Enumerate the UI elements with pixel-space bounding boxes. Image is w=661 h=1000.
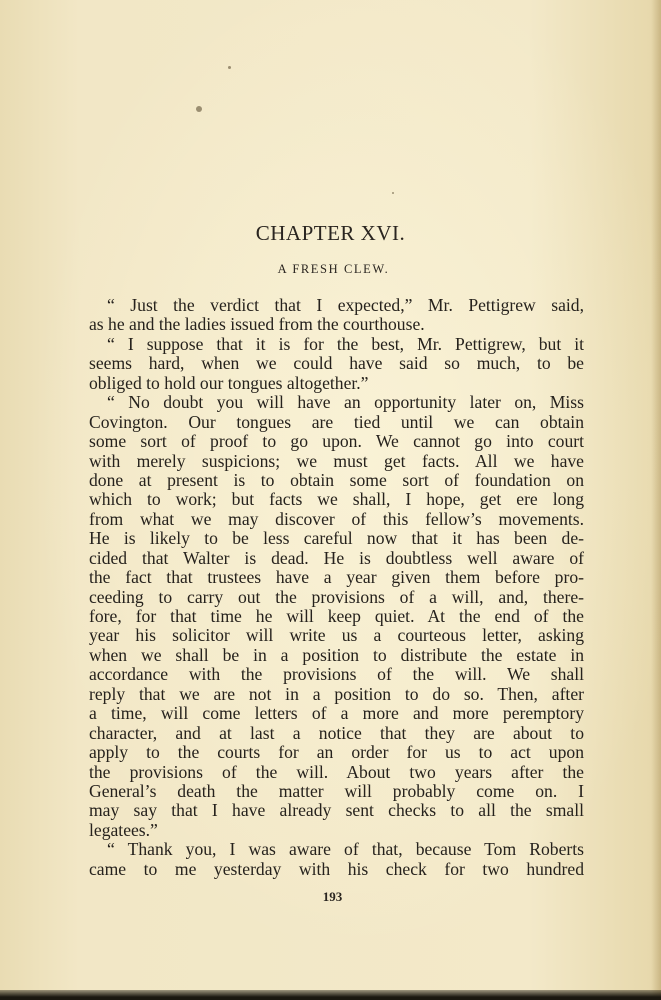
text-line: as he and the ladies issued from the courthouse. [89, 314, 425, 335]
text-line: “ No doubt you will have an opportunity later on, Miss [107, 392, 584, 413]
text-line: “ I suppose that it is for the best, Mr. Pettigrew, but it [107, 333, 584, 354]
text-line: year his solicitor will write us a courteous letter, asking [89, 625, 584, 646]
text-line: character, and at last a notice that they are about to [89, 722, 584, 743]
chapter-subtitle: A FRESH CLEW. [277, 262, 390, 276]
page-number: 193 [322, 889, 343, 904]
text-line: General’s death the matter will probably come on. I [89, 780, 584, 801]
text-line: “ Just the verdict that I expected,” Mr. Pettigrew said, [107, 295, 584, 315]
ink-speck [228, 66, 231, 69]
ink-speck [196, 106, 202, 112]
text-line: seems hard, when we could have said so much, to be [89, 353, 584, 374]
text-line: a time, will come letters of a more and more peremptory [89, 703, 584, 724]
page-edge-shadow [651, 0, 661, 1000]
body-text [89, 296, 584, 879]
text-line: may say that I have already sent checks to all the small [89, 800, 584, 821]
text-line: from what we may discover of this fellow’s movements. [89, 508, 584, 529]
text-line: accordance with the provisions of the will. We shall [89, 664, 584, 685]
text-line: obliged to hold our tongues altogether.” [89, 372, 369, 393]
text-line: apply to the courts for an order for us to act upon [89, 742, 584, 763]
text-line: “ Thank you, I was aware of that, because Tom Roberts [107, 839, 584, 860]
text-line: some sort of proof to go upon. We cannot go into court [89, 431, 584, 452]
text-line: reply that we are not in a position to do so. Then, after [89, 683, 584, 704]
text-line: cided that Walter is dead. He is doubtless well aware of [89, 547, 584, 568]
text-line: with merely suspicions; we must get facts. All we have [89, 450, 584, 471]
text-line: the provisions of the will. About two years after the [89, 761, 584, 782]
text-line: when we shall be in a position to distribute the estate in [89, 644, 584, 665]
text-line: legatees.” [89, 819, 158, 840]
ink-speck [392, 192, 394, 194]
text-line: He is likely to be less careful now that it has been de- [89, 528, 584, 549]
text-line: came to me yesterday with his check for two hundred [89, 858, 584, 879]
page-bottom-shadow [0, 990, 661, 1000]
text-line: done at present is to obtain some sort of foundation on [89, 469, 584, 490]
text-line: ceeding to carry out the provisions of a will, and, there- [89, 586, 584, 607]
text-line: Covington. Our tongues are tied until we can obtain [89, 411, 584, 432]
text-line: which to work; but facts we shall, I hope, get ere long [89, 489, 584, 510]
text-line: the fact that trustees have a year given them before pro- [89, 567, 584, 588]
text-line: fore, for that time he will keep quiet. At the end of the [89, 606, 584, 626]
chapter-title: CHAPTER XVI. [255, 221, 406, 245]
